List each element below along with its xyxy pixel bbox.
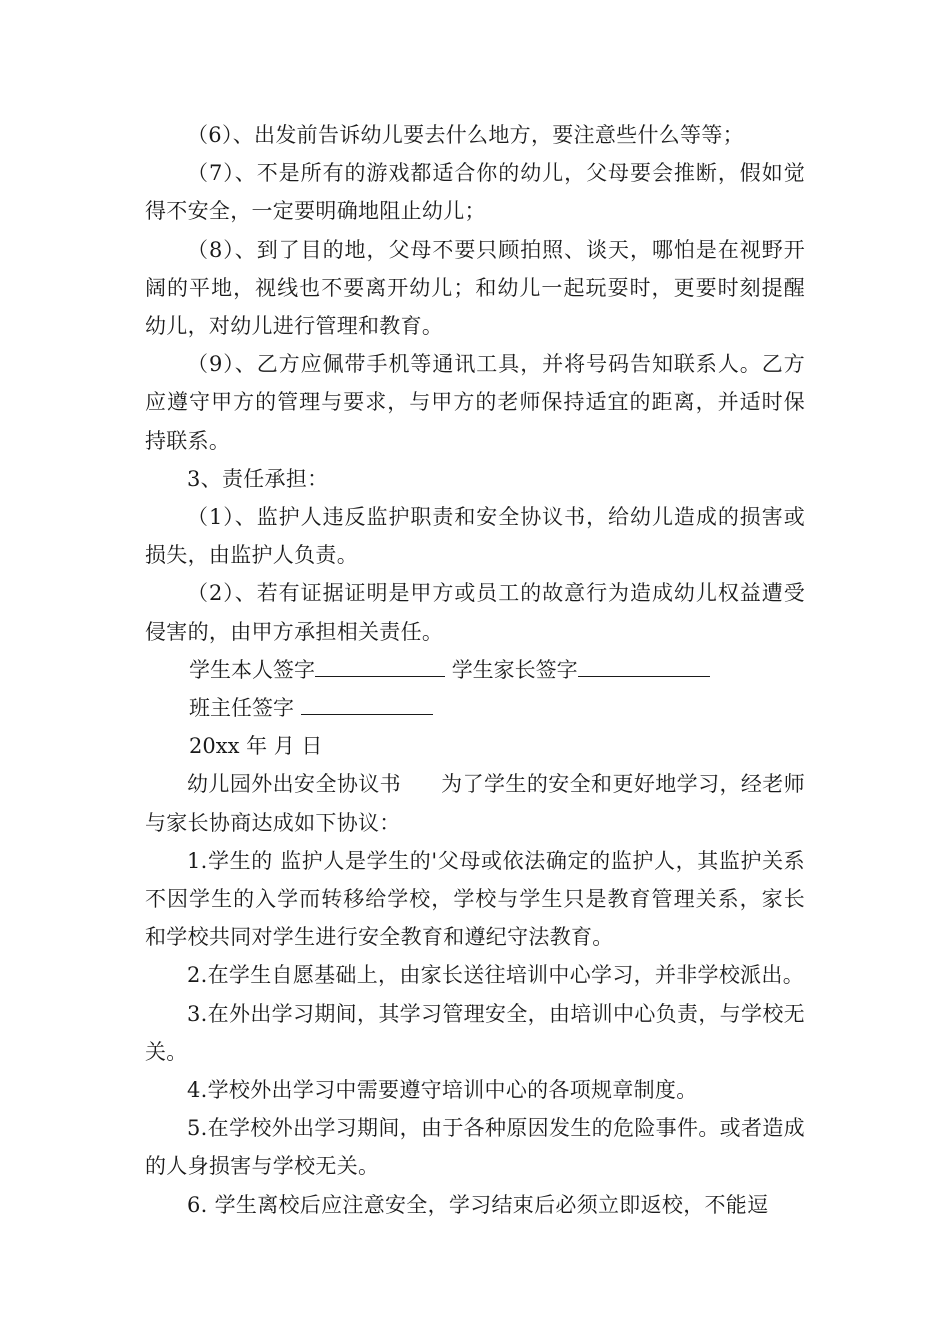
agreement-item-6: 6. 学生离校后应注意安全，学习结束后必须立即返校，不能逗 <box>187 1192 769 1217</box>
section-heading-liability: 3、责任承担： <box>187 466 329 491</box>
agreement-item-1: 1.学生的 监护人是学生的'父母或依法确定的监护人，其监护关系不因学生的入学而转移给学校，学校与学生只是教育管理关系，家长和学校共同对学生进行安全教育和遵纪守法教育。 <box>145 848 805 950</box>
second-agreement-title: 幼儿园外出安全协议书 <box>187 772 402 797</box>
student-signature-line <box>315 656 445 677</box>
teacher-signature-label: 班主任签字 <box>189 696 294 721</box>
second-agreement-intro-text: 为了学生的安全和更好地学习，经老师与家长协商达成如下协议： <box>145 772 805 835</box>
paragraph-8: （8）、到了目的地，父母不要只顾拍照、谈天，哪怕是在视野开阔的平地，视线也不要离开幼儿；和幼儿一起玩耍时，更要时刻提醒幼儿，对幼儿进行管理和教育。 <box>145 237 805 339</box>
paragraph-7: （7）、不是所有的游戏都适合你的幼儿，父母要会推断，假如觉得不安全，一定要明确地阻止幼儿； <box>145 161 805 224</box>
signature-row-student-parent <box>145 651 805 689</box>
agreement-item-4: 4.学校外出学习中需要遵守培训中心的各项规章制度。 <box>187 1078 698 1103</box>
agreement-item-3: 3.在外出学习期间，其学习管理安全，由培训中心负责，与学校无关。 <box>145 1001 805 1064</box>
agreement-item-2: 2.在学生自愿基础上，由家长送往培训中心学习，并非学校派出。 <box>187 963 805 988</box>
second-agreement-intro <box>145 765 805 841</box>
parent-signature-label: 学生家长签字 <box>451 657 578 682</box>
signature-row-teacher <box>145 689 805 727</box>
agreement-item-5: 5.在学校外出学习期间，由于各种原因发生的危险事件。或者造成的人身损害与学校无关。 <box>145 1116 805 1179</box>
document-page <box>145 116 805 1224</box>
paragraph-9: （9）、乙方应佩带手机等通讯工具，并将号码告知联系人。乙方应遵守甲方的管理与要求，与甲方的老师保持适宜的距离，并适时保持联系。 <box>145 352 805 453</box>
signature-date: 20xx 年 月 日 <box>189 734 323 759</box>
paragraph-6: （6）、出发前告诉幼儿要去什么地方，要注意些什么等等； <box>187 123 744 147</box>
parent-signature-line <box>578 656 710 677</box>
teacher-signature-line <box>301 694 433 715</box>
liability-item-1: （1）、监护人违反监护职责和安全协议书，给幼儿造成的损害或损失，由监护人负责。 <box>145 505 805 568</box>
student-signature-label: 学生本人签字 <box>189 657 315 682</box>
liability-item-2: （2）、若有证据证明是甲方或员工的故意行为造成幼儿权益遭受侵害的，由甲方承担相关责任。 <box>145 581 805 644</box>
